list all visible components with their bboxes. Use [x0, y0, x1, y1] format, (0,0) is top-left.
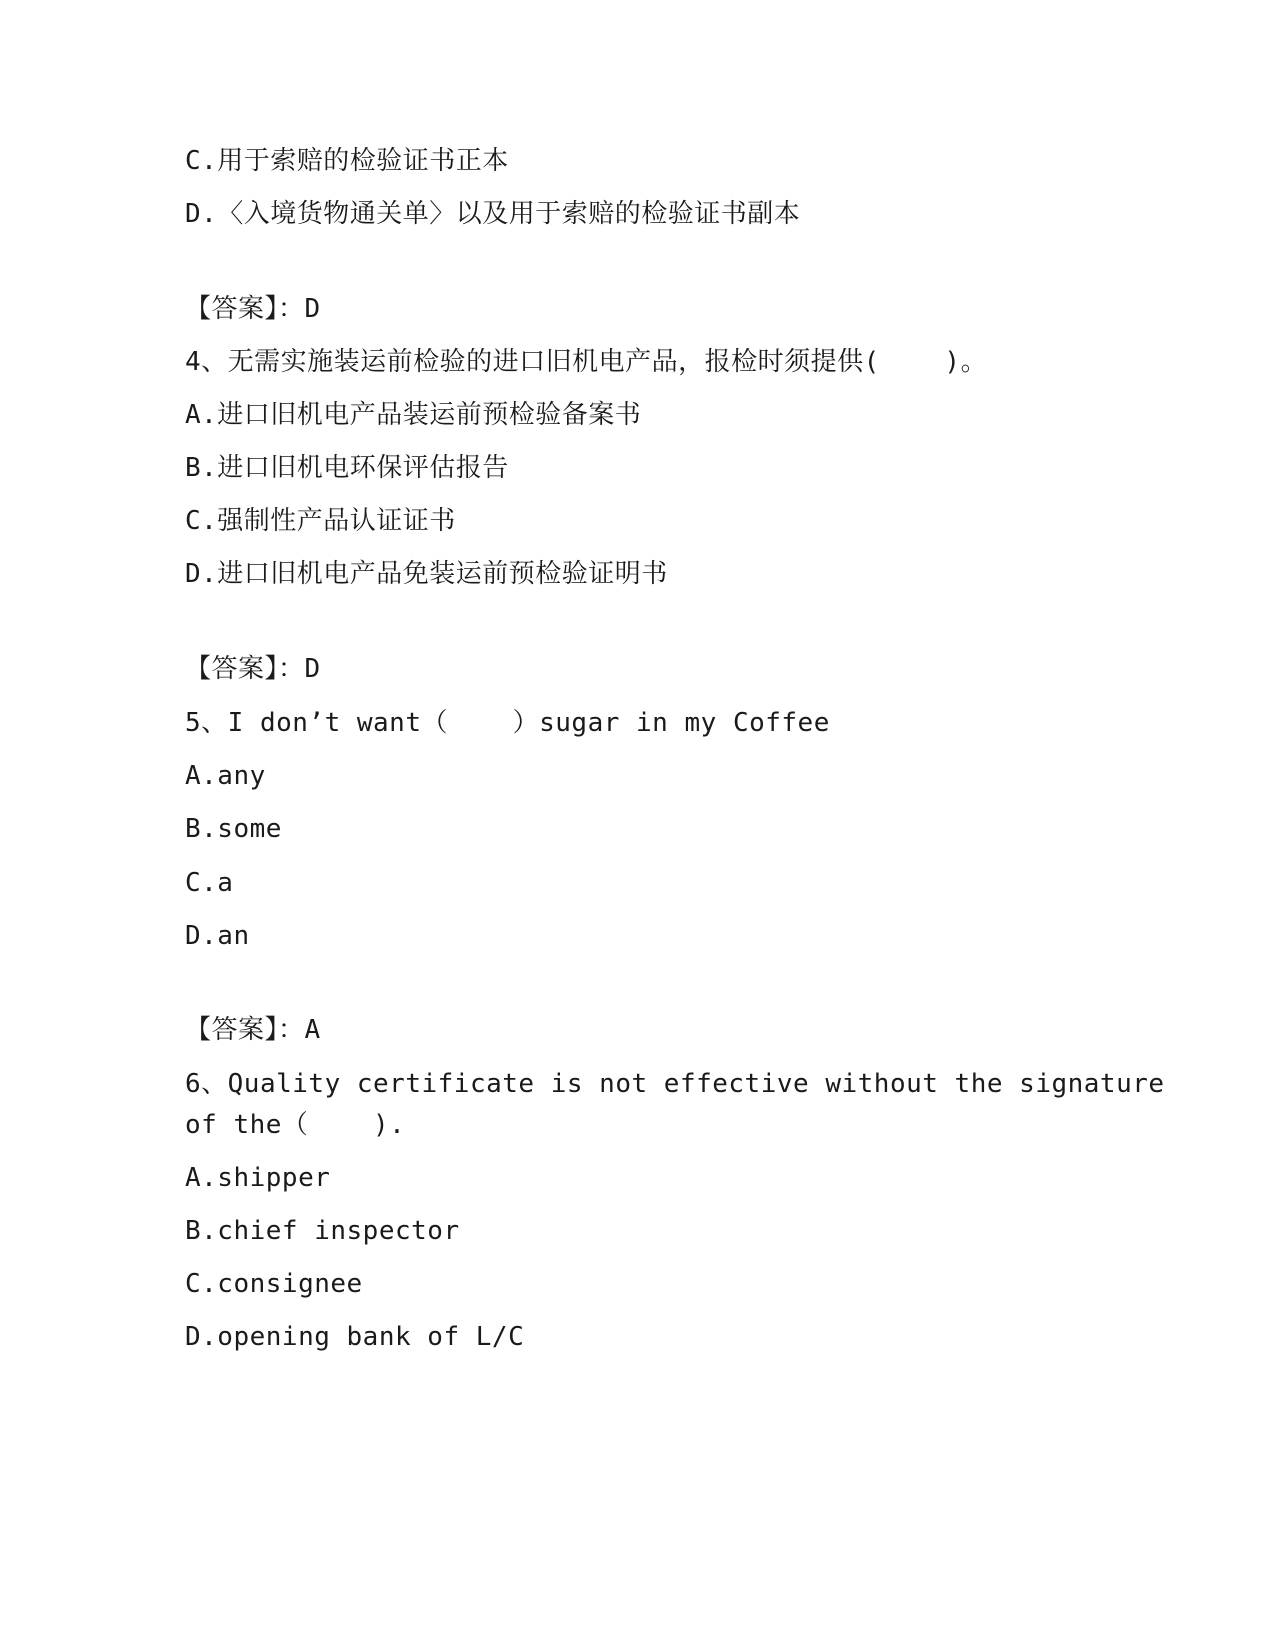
q3-answer: 【答案】：D	[185, 294, 321, 324]
q5-answer: 【答案】：A	[185, 1015, 321, 1045]
q5-stem: 5、I don’t want（ ）sugar in my Coffee	[185, 708, 830, 738]
q4-option-a: A.进口旧机电产品装运前预检验备案书	[185, 400, 642, 430]
q4-option-b: B.进口旧机电环保评估报告	[185, 453, 509, 483]
q4-option-c: C.强制性产品认证证书	[185, 506, 456, 536]
q4-option-d: D.进口旧机电产品免装运前预检验证明书	[185, 559, 668, 589]
q6-option-a: A.shipper	[185, 1163, 331, 1193]
q5-option-a: A.any	[185, 761, 266, 791]
q6-stem-line1: 6、Quality certificate is not effective without the signature	[185, 1069, 1165, 1099]
q4-answer: 【答案】：D	[185, 654, 321, 684]
q5-option-d: D.an	[185, 921, 250, 951]
q5-option-c: C.a	[185, 868, 234, 898]
q6-stem-line2: of the（ ).	[185, 1110, 406, 1140]
q3-option-c: C.用于索赔的检验证书正本	[185, 146, 509, 176]
q6-option-b: B.chief inspector	[185, 1216, 460, 1246]
q5-option-b: B.some	[185, 814, 282, 844]
q3-option-d: D.〈入境货物通关单〉以及用于索赔的检验证书副本	[185, 199, 801, 229]
q6-option-c: C.consignee	[185, 1269, 363, 1299]
q6-option-d: D.opening bank of L/C	[185, 1322, 525, 1352]
q4-stem: 4、无需实施装运前检验的进口旧机电产品，报检时须提供( )。	[185, 347, 988, 377]
